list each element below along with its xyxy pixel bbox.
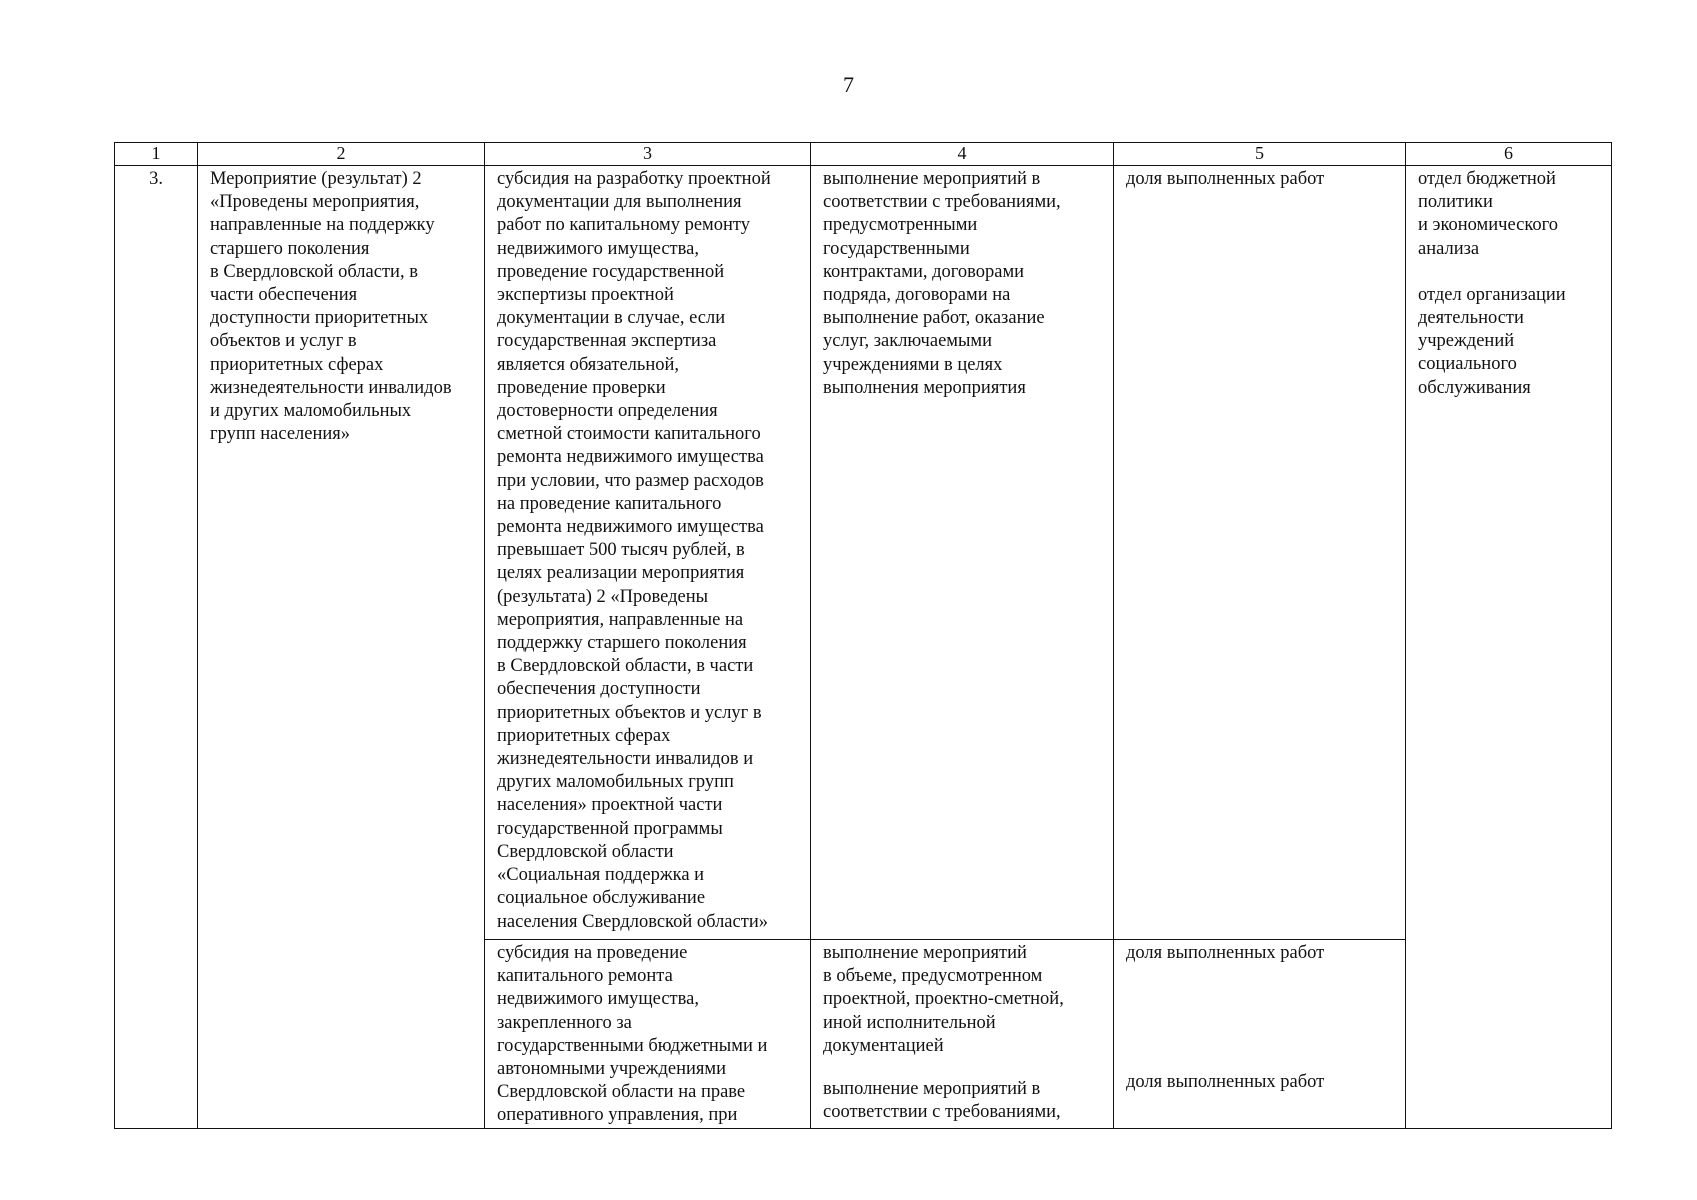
page-number: 7 [843, 72, 854, 97]
activities-table [114, 142, 1612, 1129]
column-header-4: 4 [811, 143, 1114, 166]
subsidy-design-cell: субсидия на разработку проектной документации для выполнения работ по капитальному ремонту недвижимого имущества, проведение государственной экспертизы проектной документации в случае, если государственная экспертиза является обязательной, проведение проверки достоверности определения сметной стоимости капитального ремонта недвижимого имущества при условии, что размер расходов на проведение капитального ремонта недвижимого имущества превышает 500 тысяч рублей, в целях реализации мероприятия (результата) 2 «Проведены мероприятия, направленные на поддержку старшего поколения в Свердловской области, в части обеспечения доступности приоритетных объектов и услуг в приоритетных сферах жизнедеятельности инвалидов и других маломобильных групп населения» проектной части государственной программы Свердловской области «Социальная поддержка и социальное обслуживание населения Свердловской области» [485, 166, 811, 940]
indicator-share-a: доля выполненных работ [1126, 943, 1325, 963]
department-institutions: отдел организации деятельности учреждений социального обслуживания [1418, 284, 1566, 398]
spacer [1126, 965, 1395, 1071]
activity-name-cell: Мероприятие (результат) 2 «Проведены мероприятия, направленные на поддержку старшего поколения в Свердловской области, в части обеспечения доступности приоритетных объектов и услуг в приоритетных сферах жизнедеятельности инвалидов и других маломобильных групп населения» [198, 166, 485, 1129]
column-number-row [115, 143, 1612, 166]
column-header-1: 1 [115, 143, 198, 166]
spacer [1418, 261, 1601, 284]
spacer [823, 1058, 1103, 1078]
indicator-share-b: доля выполненных работ [1126, 1072, 1325, 1093]
column-header-2: 2 [198, 143, 485, 166]
indicator-cell: доля выполненных работ [1114, 166, 1406, 940]
responsible-departments-cell [1406, 166, 1612, 1129]
requirement-cell-second [811, 940, 1114, 1129]
requirement-compliance: выполнение мероприятий в соответствии с требованиями, [823, 1079, 1061, 1123]
requirement-volume: выполнение мероприятий в объеме, предусмотренном проектной, проектно-сметной, иной исполнительной документацией [823, 943, 1064, 1056]
requirement-cell: выполнение мероприятий в соответствии с требованиями, предусмотренными государственными контрактами, договорами подряда, договорами на выполнение работ, оказание услуг, заключаемыми учреждениями в целях выполнения мероприятия [811, 166, 1114, 940]
indicator-cell-second [1114, 940, 1406, 1129]
subsidy-repair-cell: субсидия на проведение капитального ремонта недвижимого имущества, закрепленного за государственными бюджетными и автономными учреждениями Свердловской области на праве оперативного управления, при [485, 940, 811, 1129]
column-header-3: 3 [485, 143, 811, 166]
table-row [115, 166, 1612, 940]
department-budget-policy: отдел бюджетной политики и экономического анализа [1418, 169, 1559, 259]
row-number: 3. [115, 166, 198, 1129]
column-header-5: 5 [1114, 143, 1406, 166]
column-header-6: 6 [1406, 143, 1612, 166]
